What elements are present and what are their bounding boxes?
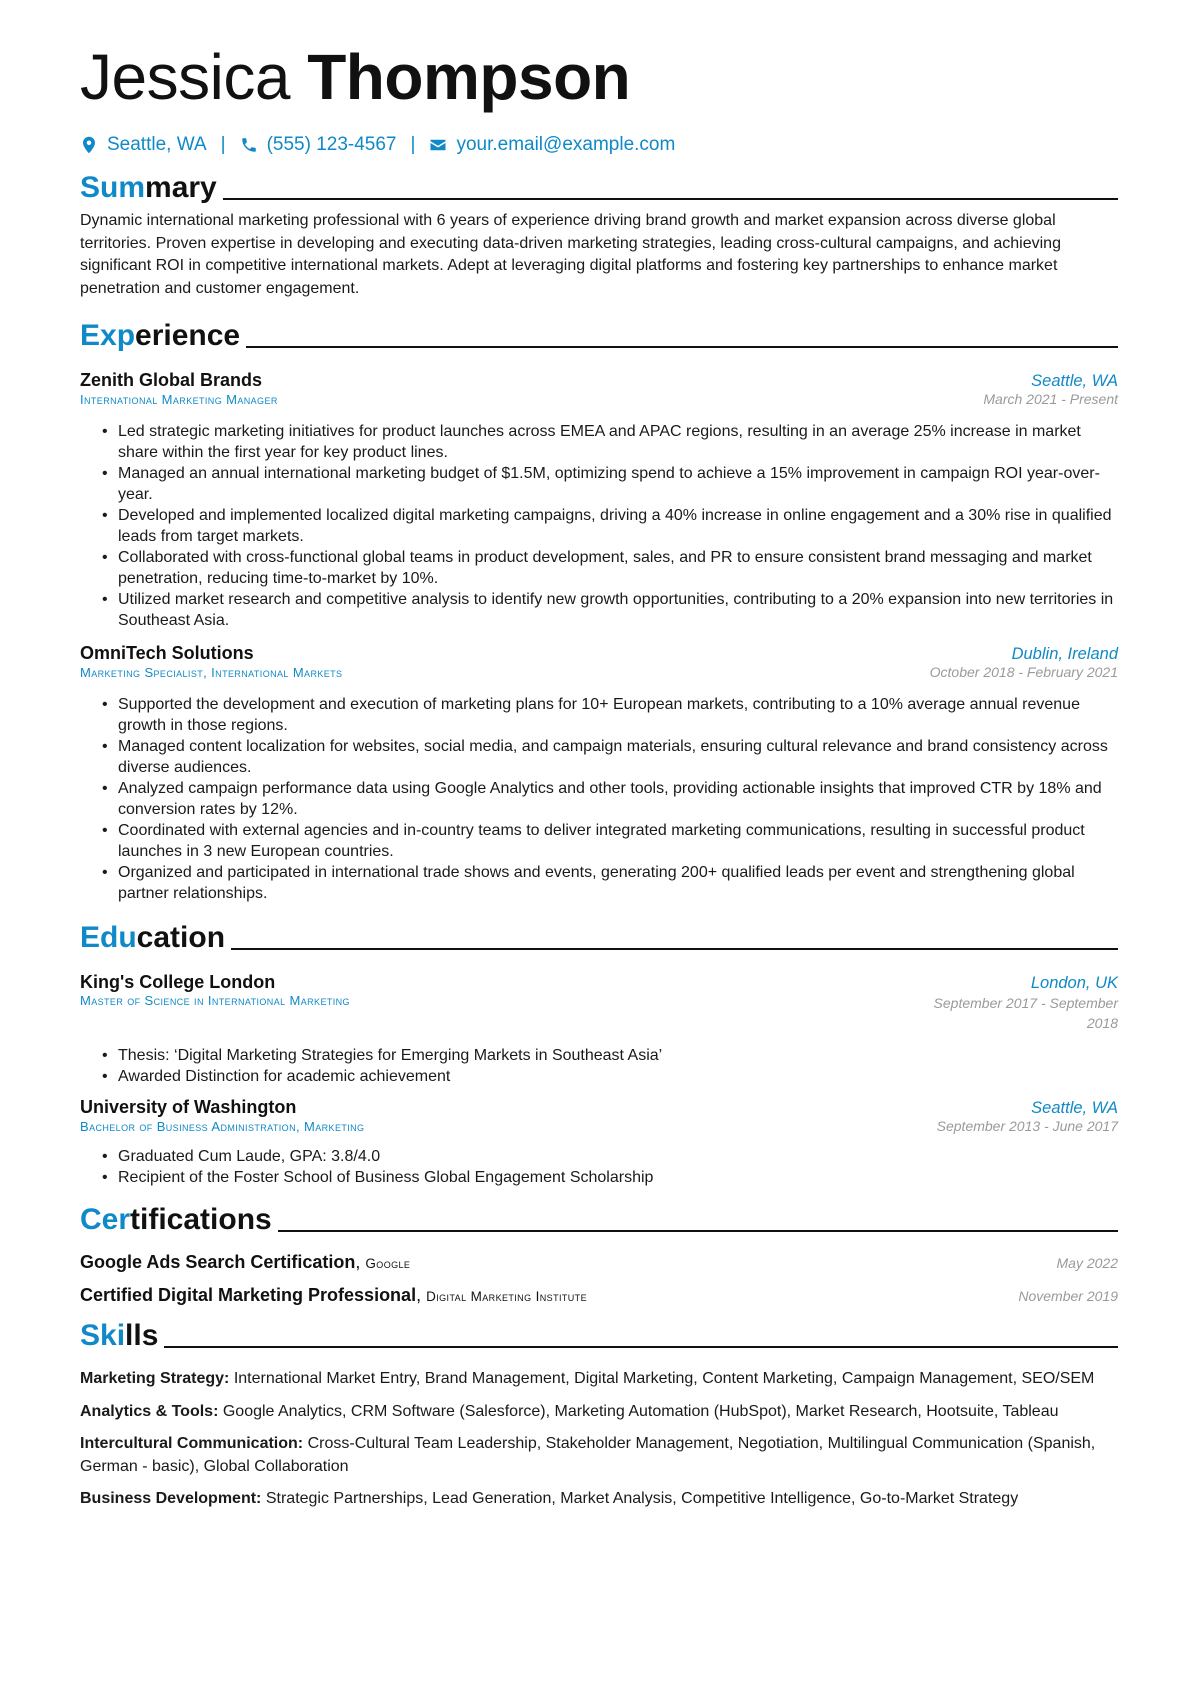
school-bullets (102, 1146, 1118, 1188)
section-title-accent: Cer (80, 1203, 131, 1236)
education-entry (80, 972, 1118, 1087)
certification-name: Google Ads Search Certification (80, 1252, 356, 1272)
map-pin-icon (80, 136, 98, 154)
list-item: • Collaborated with cross-functional global teams in product development, sales, and PR to ensure consistent brand messaging and market penetration, reducing time-to-market by 10%. (102, 547, 1118, 589)
contact-separator: | (220, 134, 226, 155)
candidate-name (80, 36, 1118, 118)
contact-separator: | (410, 134, 416, 155)
section-title-rest: erience (135, 319, 241, 352)
skill-row (80, 1368, 1118, 1391)
section-title (80, 1202, 272, 1238)
job-location: Seattle, WA (1031, 372, 1118, 390)
skill-row (80, 1488, 1118, 1511)
section-title-rest: mary (145, 171, 217, 204)
location-text: Seattle, WA (107, 134, 207, 155)
section-title-rest: lls (125, 1319, 159, 1352)
section-title (80, 170, 217, 206)
certification-date: November 2019 (1018, 1288, 1118, 1304)
section-title-rest: cation (136, 921, 226, 954)
summary-text: Dynamic international marketing professional with 6 years of experience driving brand growth and market expansion across diverse global territories. Proven expertise in developing and executing data-driven marketing strategies, leading cross-cultural campaigns, and achieving significant ROI in competitive international markets. Adept at leveraging digital platforms and fostering key partnerships to enhance market penetration and customer engagement. (80, 212, 1061, 297)
certification-date: May 2022 (1056, 1255, 1118, 1271)
section-rule (246, 346, 1118, 348)
school-location: London, UK (1030, 974, 1118, 992)
skill-category: Intercultural Communication: (80, 1435, 304, 1452)
list-item: • Coordinated with external agencies and in-country teams to deliver integrated marketing communications, resulting in successful product launches in 3 new European countries. (102, 820, 1118, 862)
company-name: Zenith Global Brands (80, 370, 263, 390)
last-name: Thompson (307, 41, 631, 113)
company-name: OmniTech Solutions (80, 643, 254, 663)
skill-category: Business Development: (80, 1490, 262, 1507)
job-title: International Marketing Manager (80, 392, 278, 407)
list-item: • Graduated Cum Laude, GPA: 3.8/4.0 (102, 1146, 1118, 1167)
list-item: • Managed an annual international marketing budget of $1.5M, optimizing spend to achieve a 15% improvement in campaign ROI year-over-year. (102, 463, 1118, 505)
school-name: King's College London (80, 972, 276, 992)
school-dates: September 2013 - June 2017 (936, 1118, 1118, 1134)
list-item: • Organized and participated in international trade shows and events, generating 200+ qualified leads per event and strengthening global partner relationships. (102, 862, 1118, 904)
education-heading (80, 920, 1118, 956)
certifications-heading (80, 1202, 1118, 1238)
list-item: • Awarded Distinction for academic achievement (102, 1066, 1118, 1087)
skill-values: Strategic Partnerships, Lead Generation, Market Analysis, Competitive Intelligence, Go-to-Market Strategy (265, 1490, 1019, 1507)
first-name: Jessica (80, 41, 290, 113)
list-item: • Analyzed campaign performance data using Google Analytics and other tools, providing actionable insights that improved CTR by 18% and conversion rates by 12%. (102, 778, 1118, 820)
job-bullets (102, 694, 1118, 904)
phone-icon (240, 136, 258, 154)
school-bullets (102, 1045, 1118, 1087)
list-item: • Recipient of the Foster School of Business Global Engagement Scholarship (102, 1167, 1118, 1188)
experience-entry (80, 643, 1118, 904)
list-item: • Managed content localization for websites, social media, and campaign materials, ensuring cultural relevance and brand consistency across diverse audiences. (102, 736, 1118, 778)
contact-line (80, 134, 1118, 156)
list-item: • Supported the development and execution of marketing plans for 10+ European markets, contributing to a 10% average annual revenue growth in those regions. (102, 694, 1118, 736)
contact-phone[interactable] (240, 134, 397, 156)
skill-values: International Market Entry, Brand Management, Digital Marketing, Content Marketing, Campaign Management, SEO/SEM (233, 1370, 1095, 1387)
skill-row (80, 1401, 1118, 1424)
job-title: Marketing Specialist, International Markets (80, 665, 343, 680)
degree: Master of Science in International Marketing (80, 993, 350, 1008)
section-title-rest: tifications (130, 1203, 272, 1236)
skills-heading (80, 1318, 1118, 1354)
certification-item: Certified Digital Marketing Professional, Digital Marketing Institute November 2019 (80, 1285, 1118, 1305)
school-dates: September 2017 - September 2018 (933, 995, 1118, 1031)
list-item: • Thesis: ‘Digital Marketing Strategies for Emerging Markets in Southeast Asia’ (102, 1045, 1118, 1066)
job-dates: March 2021 - Present (983, 391, 1118, 407)
section-rule (231, 948, 1118, 950)
section-rule (278, 1230, 1118, 1232)
job-bullets (102, 421, 1118, 631)
skill-values: Google Analytics, CRM Software (Salesforce), Marketing Automation (HubSpot), Market Research, Hootsuite, Tableau (222, 1402, 1059, 1420)
school-location: Seattle, WA (1031, 1099, 1118, 1117)
education-entry (80, 1097, 1118, 1188)
skill-row (80, 1433, 1118, 1478)
job-dates: October 2018 - February 2021 (929, 664, 1118, 680)
phone-text: (555) 123-4567 (266, 134, 397, 155)
list-item: • Utilized market research and competitive analysis to identify new growth opportunities, contributing to a 20% expansion into new territories in Southeast Asia. (102, 589, 1118, 631)
section-title-accent: Exp (80, 319, 136, 352)
certification-name: Certified Digital Marketing Professional (80, 1285, 417, 1305)
section-title-accent: Edu (80, 921, 137, 954)
list-item: • Led strategic marketing initiatives for product launches across EMEA and APAC regions, resulting in an average 25% increase in market share within the first year for key product lines. (102, 421, 1118, 463)
email-text: your.email@example.com (456, 134, 676, 155)
summary-heading (80, 170, 1118, 206)
skill-category: Marketing Strategy: (80, 1370, 230, 1387)
certification-issuer: Digital Marketing Institute (426, 1289, 587, 1304)
skill-values: Cross-Cultural Team Leadership, Stakeholder Management, Negotiation, Multilingual Communication (Spanish, German - basic), Global Collaboration (80, 1435, 1096, 1475)
section-title (80, 318, 240, 354)
list-item: • Developed and implemented localized digital marketing campaigns, driving a 40% increase in online engagement and a 30% rise in qualified leads from target markets. (102, 505, 1118, 547)
certification-issuer: Google (365, 1256, 411, 1271)
school-name: University of Washington (80, 1097, 297, 1117)
envelope-icon (429, 136, 447, 154)
degree: Bachelor of Business Administration, Marketing (80, 1119, 365, 1134)
job-location: Dublin, Ireland (1011, 645, 1118, 663)
section-title (80, 1318, 158, 1354)
certification-item: Google Ads Search Certification, Google May 2022 (80, 1252, 1118, 1272)
experience-entry (80, 370, 1118, 631)
contact-email[interactable] (429, 134, 675, 156)
section-title-accent: Sum (80, 171, 146, 204)
section-title-accent: Ski (80, 1319, 126, 1352)
section-rule (164, 1346, 1118, 1348)
skill-category: Analytics & Tools: (80, 1402, 219, 1420)
section-rule (223, 198, 1118, 200)
experience-heading (80, 318, 1118, 354)
contact-location[interactable] (80, 134, 207, 156)
section-title (80, 920, 225, 956)
